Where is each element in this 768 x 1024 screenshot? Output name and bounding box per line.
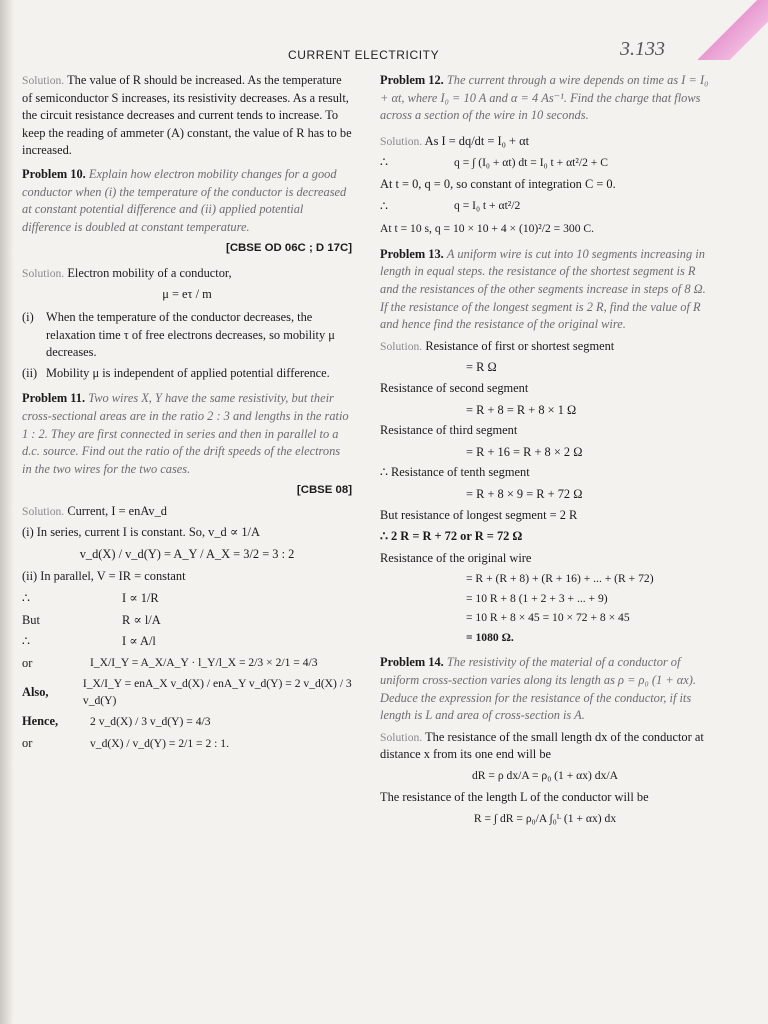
solution-11-label: Solution. xyxy=(22,504,65,518)
row-label: Also, xyxy=(22,685,49,700)
row-equation: I_X/I_Y = A_X/A_Y · l_Y/l_X = 2/3 × 2/1 = 4/3 xyxy=(90,656,318,670)
item-i-text: When the temperature of the conductor decreases, the relaxation time τ of free electrons decreases, so mobility μ decreases. xyxy=(46,309,335,360)
eq12-row-4: At t = 10 s, q = 10 × 10 + 4 × (10)²/2 = 300 C. xyxy=(380,222,595,236)
problem-14 xyxy=(380,654,710,724)
row-label: But xyxy=(22,612,40,627)
sol13-line6: Resistance of the original wire xyxy=(380,550,532,565)
problem-13 xyxy=(380,246,710,334)
row-label: or xyxy=(22,655,33,670)
solution-10 xyxy=(22,265,352,283)
solution-13-label: Solution. xyxy=(380,339,423,353)
eq-row-hence xyxy=(22,713,352,731)
mobility-equation: μ = eτ / m xyxy=(162,287,212,302)
row-equation: q = I₀ t + αt²/2 xyxy=(454,199,521,213)
sol14-eq1: dR = ρ dx/A = ρ₀ (1 + αx) dx/A xyxy=(472,768,618,782)
problem-11 xyxy=(22,390,352,478)
row-equation: 2 v_d(X) / 3 v_d(Y) = 4/3 xyxy=(90,714,211,728)
sol13-line3: Resistance of third segment xyxy=(380,423,518,438)
row-label: Hence, xyxy=(22,714,59,729)
right-column xyxy=(380,72,710,832)
problem-13-text: A uniform wire is cut into 10 segments increasing in length in equal steps. the resistance of the shortest segment is R and the resistances of the other segments increase in steps of 8 Ω. If the resistance of the longest segment is 2 R, find the value of R and hence find the resistance of the original wire. xyxy=(380,246,706,332)
eq12-row-3 xyxy=(380,198,710,216)
eq-row-therefore-1 xyxy=(22,590,352,608)
solution-10-text: Electron mobility of a conductor, xyxy=(67,265,232,280)
solution-14 xyxy=(380,729,710,764)
page-edge-shadow xyxy=(0,0,14,1024)
sol13-eq7: = 10 R + 8 (1 + 2 + 3 + ... + 9) xyxy=(466,591,608,605)
page-header xyxy=(0,38,768,70)
problem-10-text: Explain how electron mobility changes for a good conductor when (i) the temperature of the conductor is decreased at constant potential difference and (ii) applied potential difference is doubled at constant temperature. xyxy=(22,167,347,234)
sol14-eq2: R = ∫ dR = ρ₀/A ∫₀ᴸ (1 + αx) dx xyxy=(473,812,617,825)
solution-label: Solution. xyxy=(22,74,65,87)
row-equation: I ∝ A/l xyxy=(122,634,156,649)
sol13-eq6: = R + (R + 8) + (R + 16) + ... + (R + 72) xyxy=(466,572,654,586)
solution-10-item-ii xyxy=(22,365,352,383)
solution-13-text: Resistance of first or shortest segment xyxy=(425,338,615,353)
problem-11-title: Problem 11. xyxy=(22,391,86,406)
item-ii-text: Mobility μ is independent of applied potential difference. xyxy=(46,365,330,380)
sol13-eq8: = 10 R + 8 × 45 = 10 × 72 + 8 × 45 xyxy=(466,611,630,625)
solution-13 xyxy=(380,338,710,356)
problem-10 xyxy=(22,166,352,236)
solution-12-label: Solution. xyxy=(380,134,423,148)
row-equation: I_X/I_Y = enA_X v_d(X) / enA_Y v_d(Y) = 2 v_d(X) / 3 v_d(Y) xyxy=(82,677,352,707)
eq-row-therefore-2 xyxy=(22,633,352,651)
sol13-line4: ∴ Resistance of tenth segment xyxy=(380,465,530,480)
problem-11-ref: [CBSE 08] xyxy=(296,484,352,497)
sol13-eq3: = R + 16 = R + 8 × 2 Ω xyxy=(466,444,583,459)
sol13-eq9: = 1080 Ω. xyxy=(466,630,514,644)
row-equation: I ∝ 1/R xyxy=(122,591,159,605)
chapter-title: CURRENT ELECTRICITY xyxy=(288,48,440,62)
eq-row-or-1 xyxy=(22,655,352,673)
row-label: or xyxy=(22,735,33,750)
sol13-eq5: ∴ 2 R = R + 72 or R = 72 Ω xyxy=(380,529,523,544)
row-equation: R ∝ l/A xyxy=(122,612,161,627)
row-label: ∴ xyxy=(22,634,30,649)
eq-row-or-2 xyxy=(22,735,352,753)
problem-12-text: The current through a wire depends on time as I = I₀ + αt, where I₀ = 10 A and α = 4 As⁻¹. Find the charge that flows across a section of the wire in 10 seconds. xyxy=(380,73,709,123)
solution-12 xyxy=(380,133,710,151)
eq-row-but xyxy=(22,612,352,630)
series-equation: v_d(X) / v_d(Y) = A_Y / A_X = 3/2 = 3 : 2 xyxy=(79,546,295,561)
row-label: ∴ xyxy=(380,198,388,213)
left-column xyxy=(22,72,352,757)
sol13-line2: Resistance of second segment xyxy=(380,380,529,395)
series-text: (i) In series, current I is constant. So, v_d ∝ 1/A xyxy=(22,525,260,540)
problem-14-text: The resistivity of the material of a conductor of uniform cross-section varies along its length as ρ = ρ₀ (1 + αx). Deduce the expression for the resistance of the conductor, if its length is L and area of cross-section is A. xyxy=(380,655,697,723)
problem-10-ref: [CBSE OD 06C ; D 17C] xyxy=(226,242,352,255)
row-label: ∴ xyxy=(22,591,30,605)
solution-14-label: Solution. xyxy=(380,730,423,744)
item-ii-number: (ii) xyxy=(22,365,38,380)
problem-10-title: Problem 10. xyxy=(22,167,86,182)
sol13-eq4: = R + 8 × 9 = R + 72 Ω xyxy=(466,487,583,502)
solution-11-text: Current, I = enAv_d xyxy=(67,503,167,518)
page-number: 3.133 xyxy=(620,38,665,60)
problem-12 xyxy=(380,72,710,125)
parallel-text: (ii) In parallel, V = IR = constant xyxy=(22,569,186,584)
problem-11-text: Two wires X, Y have the same resistivity, but their cross-sectional areas are in the ratio 2 : 3 and lengths in the ratio 1 : 2. They are first connected in series and then in parallel to a d.c. source. Find out the ratio of the drift speeds of the electrons in the two wires for the two cases. xyxy=(22,391,349,476)
solution-paragraph xyxy=(22,72,352,160)
solution-text: The value of R should be increased. As the temperature of semiconductor S increases, its resistivity decreases. As a result, the circuit resistance decreases and current tends to increase. To keep the reading of ammeter (A) constant, the value of R has to be increased. xyxy=(22,73,352,158)
sol13-line5: But resistance of longest segment = 2 R xyxy=(380,507,578,522)
problem-12-title: Problem 12. xyxy=(380,73,444,87)
row-equation: v_d(X) / v_d(Y) = 2/1 = 2 : 1. xyxy=(90,736,229,750)
solution-14-text: The resistance of the small length dx of the conductor at distance x from its one end will be xyxy=(380,729,704,762)
solution-10-item-i xyxy=(22,309,352,362)
solution-14-text2: The resistance of the length L of the conductor will be xyxy=(380,790,649,805)
problem-13-title: Problem 13. xyxy=(380,246,444,261)
eq12-row-1 xyxy=(380,154,710,172)
solution-10-label: Solution. xyxy=(22,266,65,280)
solution-12-text: As I = dq/dt = I₀ + αt xyxy=(424,133,530,148)
eq-row-also xyxy=(22,676,352,709)
row-equation: q = ∫ (I₀ + αt) dt = I₀ t + αt²/2 + C xyxy=(454,156,608,170)
item-i-number: (i) xyxy=(22,309,34,324)
sol13-eq2: = R + 8 = R + 8 × 1 Ω xyxy=(466,402,577,417)
eq12-row-2: At t = 0, q = 0, so constant of integration C = 0. xyxy=(380,177,616,192)
sol13-eq1: = R Ω xyxy=(466,360,497,375)
row-label: ∴ xyxy=(380,155,388,170)
problem-14-title: Problem 14. xyxy=(380,655,444,670)
solution-11 xyxy=(22,503,352,521)
